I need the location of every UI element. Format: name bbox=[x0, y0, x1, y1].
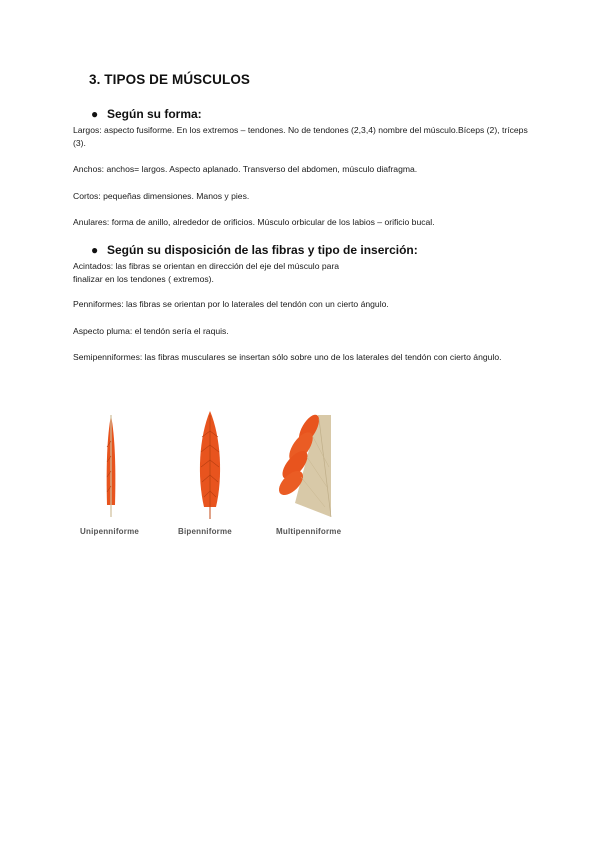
paragraph-cortos: Cortos: pequeñas dimensiones. Manos y pies. bbox=[73, 191, 250, 201]
bipenniform-muscle bbox=[200, 411, 220, 519]
muscle-types-figure bbox=[73, 407, 365, 543]
paragraph-anulares: Anulares: forma de anillo, alrededor de orificios. Músculo orbicular de los labios – orificio bucal. bbox=[73, 217, 435, 227]
section-heading: 3. TIPOS DE MÚSCULOS bbox=[89, 72, 251, 87]
paragraph-anchos: Anchos: anchos= largos. Aspecto aplanado. Transverso del abdomen, músculo diafragma. bbox=[73, 164, 418, 174]
subheading-disposicion-text: Según su disposición de las fibras y tipo de inserción: bbox=[107, 243, 418, 257]
caption-unipenniforme: Unipenniforme bbox=[80, 527, 140, 536]
paragraph-largos: Largos: aspecto fusiforme. En los extremos – tendones. No de tendones (2,3,4) nombre del músculo.Bíceps (2), tríceps (3). bbox=[73, 125, 528, 148]
paragraph-acintados-line1: Acintados: las fibras se orientan en dirección del eje del músculo para bbox=[73, 261, 340, 271]
caption-bipenniforme: Bipenniforme bbox=[178, 527, 232, 536]
unipenniform-muscle bbox=[107, 415, 116, 517]
subheading-forma-text: Según su forma: bbox=[107, 107, 202, 121]
paragraph-semipenniformes: Semipenniformes: las fibras musculares se insertan sólo sobre uno de los laterales del tendón con cierto ángulo. bbox=[73, 352, 502, 362]
subheading-forma bbox=[91, 107, 202, 121]
bullet-icon: ● bbox=[91, 243, 99, 257]
paragraph-acintados-line2: finalizar en los tendones ( extremos). bbox=[73, 274, 214, 284]
caption-multipenniforme: Multipenniforme bbox=[276, 527, 342, 536]
paragraph-penniformes: Penniformes: las fibras se orientan por lo laterales del tendón con un cierto ángulo. bbox=[73, 299, 389, 309]
multipenniform-muscle bbox=[275, 412, 331, 517]
muscle-illustration bbox=[73, 407, 365, 543]
subheading-disposicion bbox=[91, 243, 418, 257]
paragraph-aspecto-pluma: Aspecto pluma: el tendón sería el raquis. bbox=[73, 326, 229, 336]
bullet-icon: ● bbox=[91, 107, 99, 121]
